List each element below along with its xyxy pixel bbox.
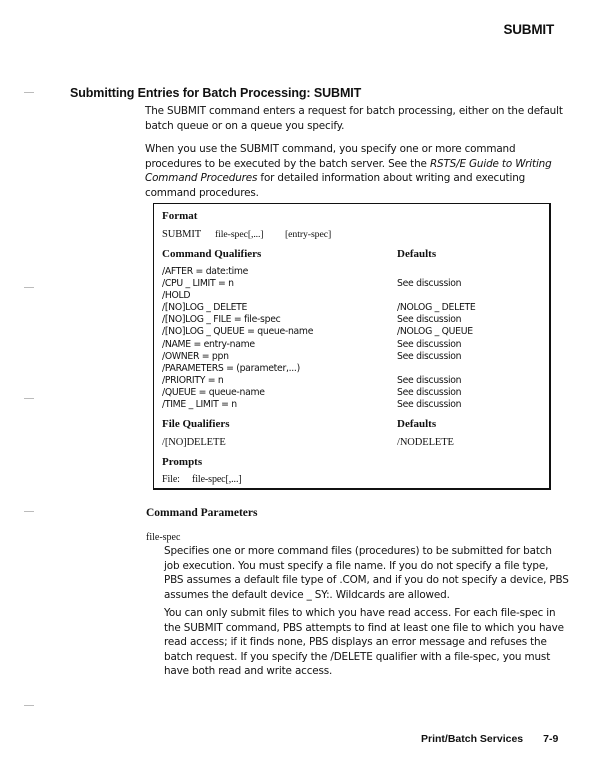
qualifier-default [397,363,547,375]
scan-margin-mark [24,398,34,399]
qualifier: /[NO]LOG _ FILE = file-spec [162,314,281,326]
qualifier-default: See discussion [397,350,462,362]
format-heading: Format [162,210,198,222]
file-qualifier: /[NO]DELETE [162,437,226,448]
page-footer [421,733,558,745]
qualifier: /PRIORITY = n [162,374,224,386]
scan-margin-mark [24,287,34,288]
qualifier: /PARAMETERS = (parameter,...) [162,362,300,374]
qualifier: /CPU _ LIMIT = n [162,278,234,290]
scan-margin-mark [24,511,34,512]
scan-margin-mark [24,92,34,93]
qualifier-default: See discussion [397,314,462,326]
parameter-name: file-spec [146,532,181,543]
file-defaults-heading: Defaults [397,418,437,430]
qualifier-default: See discussion [397,278,462,290]
qualifier-default: /NOLOG _ DELETE [397,302,476,314]
parameter-description-2: You can only submit files to which you have read access. For each file-spec in the SUBMIT command, PBS attempts to find at least one file to which you have read access; if it finds none, PBS displays an error message and refuses the batch request. If you specify the /DELETE qualifier with a file-spec, you must have both read and write access. [164,607,564,677]
scan-margin-mark [24,705,34,706]
qualifier: /OWNER = ppn [162,350,229,362]
qualifier: /QUEUE = queue-name [162,386,265,398]
qualifier-default [397,290,547,302]
intro-paragraph-2 [145,142,565,200]
prompt-label: File: [162,474,180,485]
format-command: SUBMIT [162,229,202,240]
footer-section: Print/Batch Services [421,733,524,745]
qualifier-default: See discussion [397,338,462,350]
qualifier-default-list [397,266,547,411]
qualifier-default: /NOLOG _ QUEUE [397,326,473,338]
command-parameters-heading: Command Parameters [146,507,258,519]
page-number: 7-9 [543,733,559,745]
running-head: SUBMIT [503,22,554,37]
qualifier: /[NO]LOG _ DELETE [162,302,248,314]
intro-p2-text: When you use the SUBMIT command, you specify one or more command procedures to be executed by the batch server. See the [145,143,516,170]
command-qualifier-list [162,266,382,411]
section-title: Submitting Entries for Batch Processing: SUBMIT [70,86,362,100]
intro-paragraph-1: The SUBMIT command enters a request for batch processing, either on the default batch queue or on a queue you specify. [145,105,563,132]
file-qualifier-default: /NODELETE [397,437,454,448]
qualifier: /NAME = entry-name [162,338,255,350]
file-qualifiers-heading: File Qualifiers [162,418,230,430]
guide-reference: RSTS/E Guide to Writing Command Procedures [145,157,552,184]
format-param-filespec: file-spec[,...] [215,229,264,240]
qualifier: /[NO]LOG _ QUEUE = queue-name [162,326,314,338]
command-qualifiers-heading: Command Qualifiers [162,248,262,260]
format-param-entryspec: [entry-spec] [285,229,332,240]
qualifier-default: See discussion [397,399,462,411]
qualifier-default: See discussion [397,386,462,398]
parameter-description-1: Specifies one or more command files (procedures) to be submitted for batch job execution. You must specify a file name. If you do not specify a file type, PBS assumes a default file type of .COM, and if you do not specify a device, PBS assumes the default device _ SY:. Wildcards are allowed. [164,545,569,601]
prompts-heading: Prompts [162,456,203,468]
qualifier-default: See discussion [397,374,462,386]
prompt-value: file-spec[,...] [192,474,242,485]
intro-p2-text-end: for detailed information about writing and executing command procedures. [145,172,526,199]
qualifier-default [397,266,547,278]
format-box [153,203,551,490]
qualifier: /TIME _ LIMIT = n [162,399,237,411]
defaults-heading: Defaults [397,248,437,260]
qualifier: /HOLD [162,290,191,302]
qualifier: /AFTER = date:time [162,266,249,277]
